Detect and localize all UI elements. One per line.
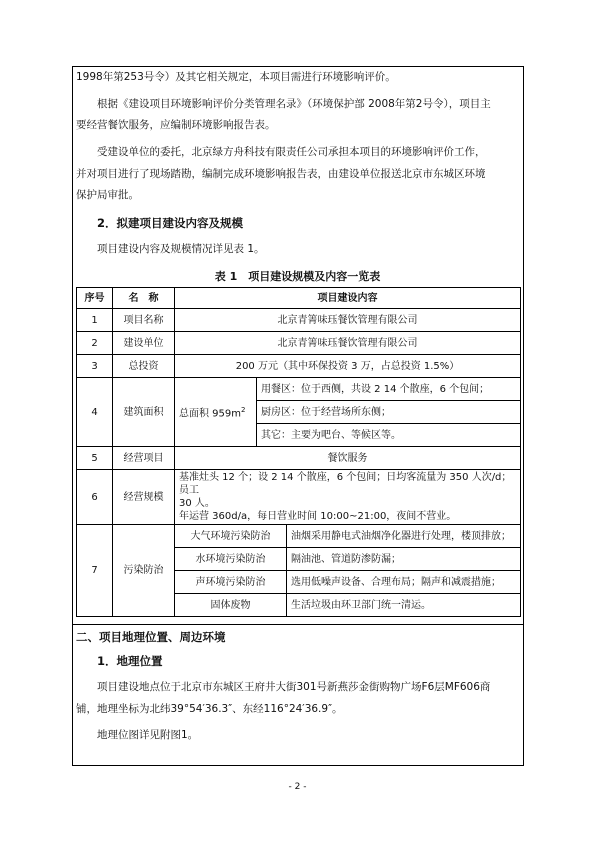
cell-pollution-desc: 油烟采用静电式油烟净化器进行处理，楼顶排放； <box>287 525 521 548</box>
cell-name: 经营规模 <box>113 470 175 525</box>
table-header-row <box>77 288 521 309</box>
table-row <box>77 332 521 355</box>
cell-operation-scale <box>175 470 521 525</box>
cell-sub-area: 其它：主要为吧台、等候区等。 <box>257 424 521 447</box>
paragraph-line: 地理位图详见附图1。 <box>97 729 199 741</box>
cell-pollution-type: 声环境污染防治 <box>175 571 287 594</box>
header-name: 名 称 <box>113 288 175 309</box>
table-row <box>77 355 521 378</box>
cell-sub-area: 厨房区：位于经营场所东侧； <box>257 401 521 424</box>
section-heading: 2．拟建项目建设内容及规模 <box>97 216 244 230</box>
cell-pollution-desc: 隔油池、管道防渗防漏； <box>287 548 521 571</box>
header-content: 项目建设内容 <box>175 288 521 309</box>
area-superscript: 2 <box>241 405 246 414</box>
project-table <box>76 287 521 617</box>
cell-content: 北京青箐味珏餐饮管理有限公司 <box>175 332 521 355</box>
cell-pollution-type: 大气环境污染防治 <box>175 525 287 548</box>
cell-no: 4 <box>77 378 113 447</box>
part-heading: 二、项目地理位置、周边环境 <box>76 630 226 644</box>
scale-line: 30 人。 <box>179 498 215 509</box>
cell-sub-area: 用餐区：位于西侧，共设 2 14 个散座，6 个包间； <box>257 378 521 401</box>
table-row <box>77 309 521 332</box>
header-no: 序号 <box>77 288 113 309</box>
table-row <box>77 447 521 470</box>
paragraph-line: 要经营餐饮服务，应编制环境影响报告表。 <box>76 119 276 131</box>
cell-no: 5 <box>77 447 113 470</box>
section-divider <box>72 624 524 625</box>
cell-name: 总投资 <box>113 355 175 378</box>
cell-pollution-type: 固体废物 <box>175 594 287 617</box>
scale-line: 年运营 360d/a，每日营业时间 10:00~21:00，夜间不营业。 <box>179 511 457 522</box>
paragraph-line: 1998年第253号令）及其它相关规定，本项目需进行环境影响评价。 <box>76 71 396 83</box>
cell-content: 北京青箐味珏餐饮管理有限公司 <box>175 309 521 332</box>
paragraph-line: 铺，地理坐标为北纬39°54′36.3″、东经116°24′36.9″。 <box>76 703 343 715</box>
cell-pollution-desc: 选用低噪声设备、合理布局；隔声和减震措施； <box>287 571 521 594</box>
cell-pollution-desc: 生活垃圾由环卫部门统一清运。 <box>287 594 521 617</box>
table-row <box>77 470 521 525</box>
cell-name: 污染防治 <box>113 525 175 617</box>
section-intro: 项目建设内容及规模情况详见表 1。 <box>97 243 265 255</box>
paragraph-line: 并对项目进行了现场踏勘，编制完成环境影响报告表，由建设单位报送北京市东城区环境 <box>76 168 486 180</box>
sub-heading: 1．地理位置 <box>97 654 163 668</box>
cell-name: 经营项目 <box>113 447 175 470</box>
cell-content: 200 万元（其中环保投资 3 万，占总投资 1.5%） <box>175 355 521 378</box>
cell-total-area <box>175 378 257 447</box>
cell-no: 7 <box>77 525 113 617</box>
paragraph-line: 保护局审批。 <box>76 189 139 201</box>
cell-no: 6 <box>77 470 113 525</box>
scale-line: 基准灶头 12 个；设 2 14 个散座，6 个包间；日均客流量为 350 人次/d；员工 <box>179 472 512 496</box>
cell-pollution-type: 水环境污染防治 <box>175 548 287 571</box>
table-row <box>77 378 521 401</box>
cell-no: 2 <box>77 332 113 355</box>
paragraph-line: 受建设单位的委托，北京绿方舟科技有限责任公司承担本项目的环境影响评价工作， <box>97 146 486 158</box>
table-caption: 表 1 项目建设规模及内容一览表 <box>214 270 381 283</box>
cell-name: 建筑面积 <box>113 378 175 447</box>
total-area-text: 总面积 959m <box>179 408 242 420</box>
cell-no: 3 <box>77 355 113 378</box>
paragraph-line: 项目建设地点位于北京市东城区王府井大街301号新燕莎金街购物广场F6层MF606商 <box>97 681 491 693</box>
cell-name: 建设单位 <box>113 332 175 355</box>
cell-content: 餐饮服务 <box>175 447 521 470</box>
table-row <box>77 525 521 548</box>
cell-name: 项目名称 <box>113 309 175 332</box>
paragraph-line: 根据《建设项目环境影响评价分类管理名录》（环境保护部 2008年第2号令），项目主 <box>97 98 491 110</box>
cell-no: 1 <box>77 309 113 332</box>
page-number: - 2 - <box>288 782 307 792</box>
